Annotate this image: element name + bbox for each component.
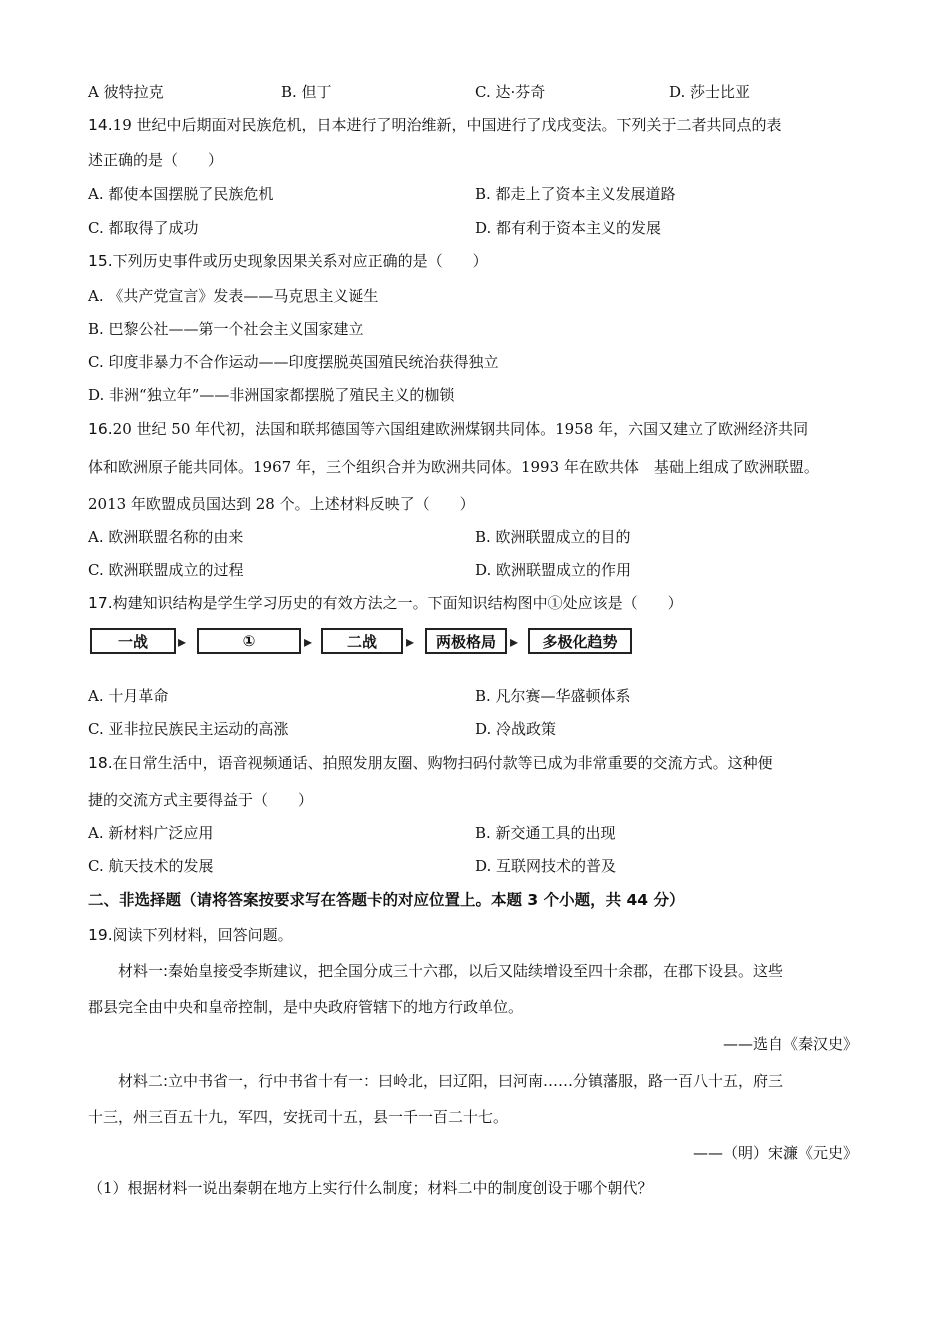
q15-stem-text: 下列历史事件或历史现象因果关系对应正确的是（ ） — [112, 252, 488, 270]
knowledge-structure-diagram — [90, 626, 650, 660]
q14-option-b: B. 都走上了资本主义发展道路 — [475, 185, 676, 203]
flow-box-multipolar: 多极化趋势 — [528, 628, 632, 654]
q17-number: 17. — [88, 594, 113, 612]
q13-option-d: D. 莎士比亚 — [669, 83, 751, 101]
flow-box-ww2: 二战 — [321, 628, 403, 654]
q15-stem — [88, 251, 488, 271]
q16-number: 16. — [88, 420, 113, 438]
q16-option-a: A. 欧洲联盟名称的由来 — [88, 528, 244, 546]
flow-box-ww1: 一战 — [90, 628, 176, 654]
flow-box-bipolar: 两极格局 — [425, 628, 507, 654]
q15-option-c: C. 印度非暴力不合作运动——印度摆脱英国殖民统治获得独立 — [88, 353, 499, 371]
q18-stem-line1: 在日常生活中，语音视频通话、拍照发朋友圈、购物扫码付款等已成为非常重要的交流方式。这种便 — [112, 754, 773, 772]
q13-option-a: A 彼特拉克 — [88, 83, 164, 101]
q19-stem-text: 阅读下列材料，回答问题。 — [112, 926, 293, 944]
q15-option-b: B. 巴黎公社——第一个社会主义国家建立 — [88, 320, 364, 338]
q18-option-a: A. 新材料广泛应用 — [88, 824, 214, 842]
q14-option-d: D. 都有利于资本主义的发展 — [475, 219, 662, 237]
q18-option-d: D. 互联网技术的普及 — [475, 857, 617, 875]
q17-option-c: C. 亚非拉民族民主运动的高涨 — [88, 720, 289, 738]
q16-stem-line1: 20 世纪 50 年代初，法国和联邦德国等六国组建欧洲煤钢共同体。1958 年，六国又建立了欧洲经济共同 — [112, 420, 809, 438]
q17-option-a: A. 十月革命 — [88, 687, 169, 705]
q18-option-b: B. 新交通工具的出现 — [475, 824, 616, 842]
q19-material-2-line1: 材料二:立中书省一，行中书省十有一：曰岭北，曰辽阳，曰河南……分镇藩服，路一百八十五，府三 — [118, 1072, 784, 1090]
q19-stem — [88, 925, 293, 945]
q16-stem-line3: 2013 年欧盟成员国达到 28 个。上述材料反映了（ ） — [88, 495, 475, 513]
q14-stem — [88, 115, 782, 135]
q14-option-c: C. 都取得了成功 — [88, 219, 199, 237]
q19-material-2-line2: 十三，州三百五十九，军四，安抚司十五，县一千一百二十七。 — [88, 1108, 509, 1126]
q17-stem — [88, 593, 683, 613]
flow-arrow-3-icon: ▸ — [406, 632, 415, 651]
q18-option-c: C. 航天技术的发展 — [88, 857, 214, 875]
q16-option-b: B. 欧洲联盟成立的目的 — [475, 528, 631, 546]
q14-option-a: A. 都使本国摆脱了民族危机 — [88, 185, 274, 203]
section-2-heading: 二、非选择题（请将答案按要求写在答题卡的对应位置上。本题 3 个小题，共 44 分） — [88, 891, 685, 909]
q16-option-d: D. 欧洲联盟成立的作用 — [475, 561, 632, 579]
q17-stem-text: 构建知识结构是学生学习历史的有效方法之一。下面知识结构图中①处应该是（ ） — [112, 594, 683, 612]
q16-stem-line2: 体和欧洲原子能共同体。1967 年，三个组织合并为欧洲共同体。1993 年在欧共体 基础上组成了欧洲联盟。 — [88, 458, 819, 476]
q17-option-b: B. 凡尔赛—华盛顿体系 — [475, 687, 631, 705]
q14-number: 14. — [88, 116, 113, 134]
q16-option-c: C. 欧洲联盟成立的过程 — [88, 561, 244, 579]
q15-option-d: D. 非洲“独立年”——非洲国家都摆脱了殖民主义的枷锁 — [88, 386, 455, 404]
flow-arrow-1-icon: ▸ — [178, 632, 187, 651]
q19-subquestion-1: （1）根据材料一说出秦朝在地方上实行什么制度；材料二中的制度创设于哪个朝代？ — [88, 1179, 653, 1197]
q19-material-1-line2: 郡县完全由中央和皇帝控制，是中央政府管辖下的地方行政单位。 — [88, 998, 524, 1016]
q19-material-1-line1: 材料一:秦始皇接受李斯建议，把全国分成三十六郡，以后又陆续增设至四十余郡，在郡下设县。这些 — [118, 962, 784, 980]
q16-stem — [88, 419, 808, 439]
q18-number: 18. — [88, 754, 113, 772]
q19-material-1-source: ——选自《秦汉史》 — [722, 1035, 858, 1053]
flow-arrow-2-icon: ▸ — [304, 632, 313, 651]
q14-stem-line1: 19 世纪中后期面对民族危机，日本进行了明治维新，中国进行了戊戌变法。下列关于二者共同点的表 — [112, 116, 782, 134]
flow-box-blank: ① — [197, 628, 301, 654]
q18-stem — [88, 753, 773, 773]
q17-option-d: D. 冷战政策 — [475, 720, 557, 738]
q19-number: 19. — [88, 926, 113, 944]
q18-stem-line2: 捷的交流方式主要得益于（ ） — [88, 791, 314, 809]
q19-material-2-source: ——（明）宋濂《元史》 — [692, 1144, 858, 1162]
q15-option-a: A. 《共产党宣言》发表——马克思主义诞生 — [88, 287, 379, 305]
q15-number: 15. — [88, 252, 113, 270]
flow-arrow-4-icon: ▸ — [510, 632, 519, 651]
q14-stem-line2: 述正确的是（ ） — [88, 151, 224, 169]
q13-option-c: C. 达·芬奇 — [475, 83, 546, 101]
q13-option-b: B. 但丁 — [281, 83, 332, 101]
